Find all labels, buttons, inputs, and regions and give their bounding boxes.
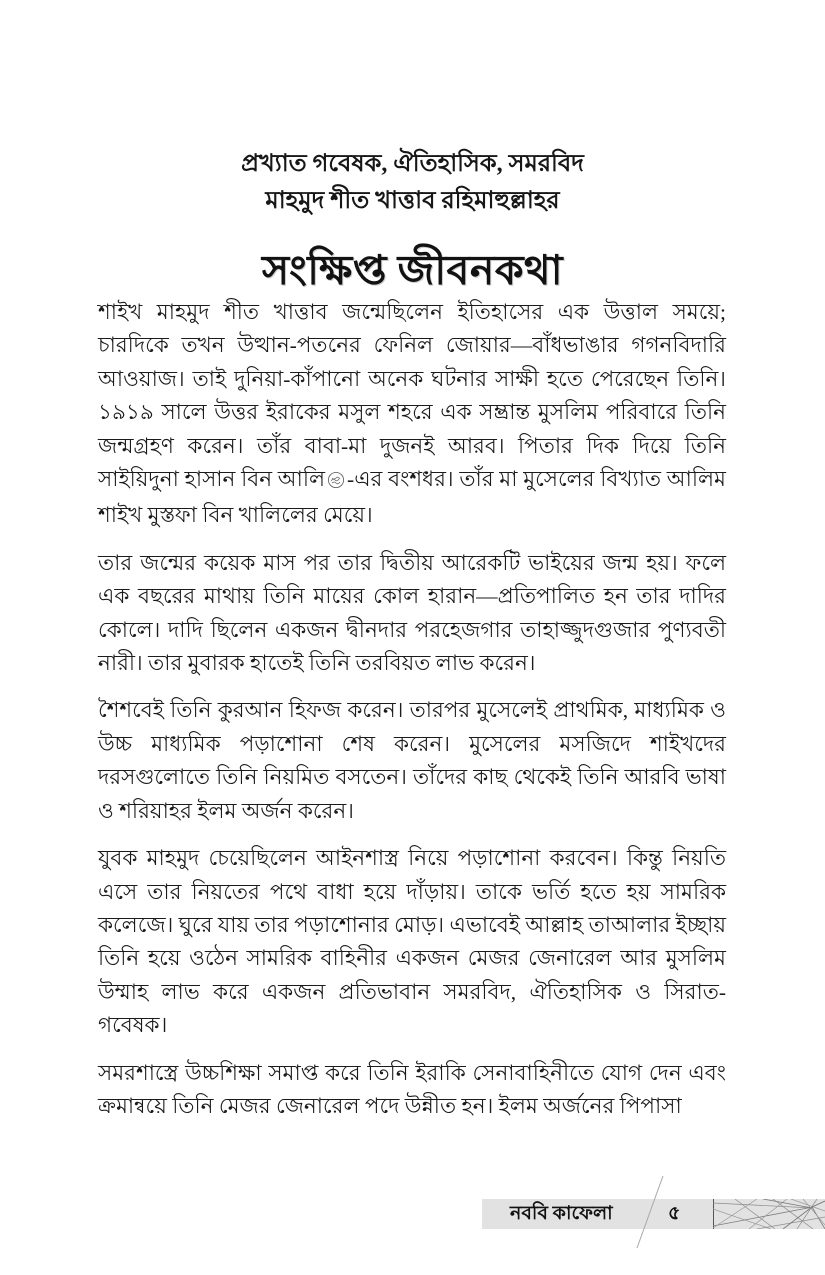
body-text — [98, 296, 726, 1137]
crystalline-lines-ornament-icon — [713, 1199, 825, 1229]
footer-book-title: নববি কাফেলা — [510, 1203, 613, 1224]
author-name-line: মাহমুদ শীত খাত্তাব রহিমাহুল্লাহর — [265, 188, 560, 214]
footer-page-number: ৫ — [668, 1203, 681, 1224]
paragraph-text: শাইখ মাহমুদ শীত খাত্তাব জন্মেছিলেন ইতিহাসের এক উত্তাল সময়ে; চারদিকে তখন উত্থান-পতনের ফেনিল জোয়ার—বাঁধভাঙার গগনবিদারি আওয়াজ। তাই দুনিয়া-কাঁপানো অনেক ঘটনার সাক্ষী হতে পেরেছেন তিনি। ১৯১৯ সালে উত্তর ইরাকের মসুল শহরে এক সম্ভ্রান্ত মুসলিম পরিবারে তিনি জন্মগ্রহণ করেন। তাঁর বাবা-মা দুজনই আরব। পিতার দিক দিয়ে তিনি সাইয়িদুনা হাসান বিন আলি — [98, 300, 726, 492]
paragraph: শৈশবেই তিনি কুরআন হিফজ করেন। তারপর মুসেলেই প্রাথমিক, মাধ্যমিক ও উচ্চ মাধ্যমিক পড়াশোনা শেষ করেন। মুসেলের মসজিদে শাইখদের দরসগুলোতে তিনি নিয়মিত বসতেন। তাঁদের কাছ থেকেই তিনি আরবি ভাষা ও শরিয়াহর ইলম অর্জন করেন। — [98, 698, 726, 823]
page-title: সংক্ষিপ্ত জীবনকথা — [262, 247, 563, 293]
author-descriptor-line: প্রখ্যাত গবেষক, ঐতিহাসিক, সমরবিদ — [241, 151, 584, 177]
paragraph — [98, 296, 726, 533]
page-header — [0, 146, 825, 294]
paragraph: যুবক মাহমুদ চেয়েছিলেন আইনশাস্ত্র নিয়ে পড়াশোনা করবেন। কিন্তু নিয়তি এসে তার নিয়তের পথে বাধা হয়ে দাঁড়ায়। তাকে ভর্তি হতে হয় সামরিক কলেজে। ঘুরে যায় তার পড়াশোনার মোড়। এভাবেই আল্লাহ তাআলার ইচ্ছায় তিনি হয়ে ওঠেন সামরিক বাহিনীর একজন মেজর জেনারেল আর মুসলিম উম্মাহ লাভ করে একজন প্রতিভাবান সমরবিদ, ঐতিহাসিক ও সিরাত-গবেষক। — [98, 846, 726, 1038]
radiyallahu-anhu-honorific-icon — [327, 466, 345, 499]
paragraph: তার জন্মের কয়েক মাস পর তার দ্বিতীয় আরেকটি ভাইয়ের জন্ম হয়। ফলে এক বছরের মাথায় তিনি মায়ের কোল হারান—প্রতিপালিত হন তার দাদির কোলে। দাদি ছিলেন একজন দ্বীনদার পরহেজগার তাহাজ্জুদগুজার পুণ্যবতী নারী। তার মুবারক হাতেই তিনি তরবিয়ত লাভ করেন। — [98, 550, 726, 676]
paragraph-text: -এর বংশধর। তাঁর মা মুসেলের বিখ্যাত আলিম শাইখ মুস্তফা বিন খালিলের মেয়ে। — [98, 467, 726, 528]
paragraph: সমরশাস্ত্রে উচ্চশিক্ষা সমাপ্ত করে তিনি ইরাকি সেনাবাহিনীতে যোগ দেন এবং ক্রমান্বয়ে তিনি মেজর জেনারেল পদে উন্নীত হন। ইলম অর্জনের পিপাসা — [98, 1060, 726, 1118]
